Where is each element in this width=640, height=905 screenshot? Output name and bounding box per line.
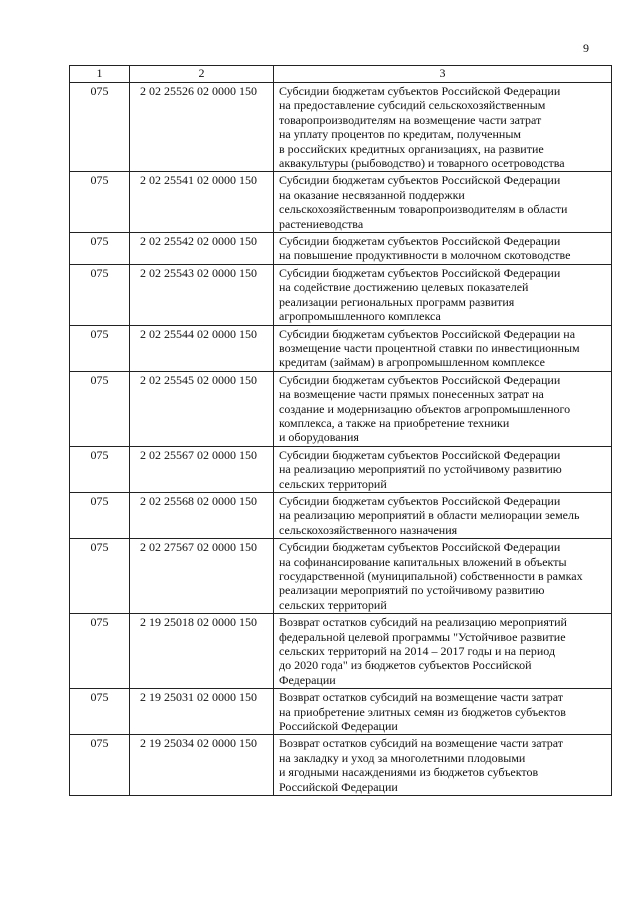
- revenue-description-cell: [274, 233, 612, 265]
- description-line: товаропроизводителям на возмещение части затрат: [279, 112, 542, 127]
- description-line: Субсидии бюджетам субъектов Российской Федерации: [279, 447, 561, 462]
- description-line: на приобретение элитных семян из бюджетов субъектов: [279, 704, 566, 719]
- description-line: реализации региональных программ развития: [279, 294, 515, 309]
- revenue-description-cell: [274, 264, 612, 325]
- table-row: [70, 689, 612, 735]
- revenue-description-cell: [274, 539, 612, 614]
- description-line: на софинансирование капитальных вложений в объекты: [279, 554, 567, 569]
- description-line: Федерации: [279, 672, 336, 687]
- budget-classification-code-cell: 2 02 25526 02 0000 150: [130, 83, 274, 172]
- admin-code-cell: 075: [70, 614, 130, 689]
- column-header-3: 3: [274, 66, 612, 83]
- description-line: Субсидии бюджетам субъектов Российской Федерации: [279, 234, 561, 249]
- description-line: и ягодными насаждениями из бюджетов субъектов: [279, 765, 539, 780]
- description-line: Субсидии бюджетам субъектов Российской Федерации: [279, 84, 561, 98]
- revenue-description-cell: [274, 446, 612, 492]
- admin-code-cell: 075: [70, 492, 130, 538]
- description-line: Российской Федерации: [279, 719, 398, 734]
- table-row: [70, 446, 612, 492]
- budget-codes-table: [69, 65, 612, 796]
- description-line: создание и модернизацию объектов агропромышленного: [279, 401, 571, 416]
- admin-code-cell: 075: [70, 446, 130, 492]
- budget-classification-code-cell: 2 02 25567 02 0000 150: [130, 446, 274, 492]
- description-line: сельскохозяйственного назначения: [279, 522, 458, 537]
- table-row: [70, 264, 612, 325]
- table-row: [70, 83, 612, 172]
- description-line: на предоставление субсидий сельскохозяйственным: [279, 98, 546, 113]
- table-row: [70, 614, 612, 689]
- admin-code-cell: 075: [70, 233, 130, 265]
- description-line: аквакультуры (рыбоводство) и товарного осетроводства: [279, 156, 565, 171]
- description-line: агропромышленного комплекса: [279, 309, 441, 324]
- budget-classification-code-cell: 2 02 25541 02 0000 150: [130, 172, 274, 233]
- description-line: федеральной целевой программы "Устойчивое развитие: [279, 629, 566, 644]
- description-line: растениеводства: [279, 216, 364, 231]
- revenue-description-cell: [274, 735, 612, 796]
- table-row: [70, 325, 612, 371]
- admin-code-cell: 075: [70, 539, 130, 614]
- revenue-description-cell: [274, 689, 612, 735]
- revenue-description-cell: [274, 492, 612, 538]
- description-line: Российской Федерации: [279, 779, 398, 794]
- description-line: сельских территорий: [279, 597, 387, 612]
- revenue-description-cell: [274, 614, 612, 689]
- budget-classification-code-cell: 2 02 25542 02 0000 150: [130, 233, 274, 265]
- budget-classification-code-cell: 2 19 25018 02 0000 150: [130, 614, 274, 689]
- budget-classification-code-cell: 2 19 25034 02 0000 150: [130, 735, 274, 796]
- column-header-1: 1: [70, 66, 130, 83]
- description-line: возмещение части процентной ставки по инвестиционным: [279, 340, 580, 355]
- description-line: Субсидии бюджетам субъектов Российской Федерации: [279, 372, 561, 387]
- table-header-row: [70, 66, 612, 83]
- budget-classification-code-cell: 2 19 25031 02 0000 150: [130, 689, 274, 735]
- admin-code-cell: 075: [70, 264, 130, 325]
- revenue-description-cell: [274, 172, 612, 233]
- description-line: кредитам (займам) в агропромышленном комплексе: [279, 355, 545, 370]
- budget-classification-code-cell: 2 02 25543 02 0000 150: [130, 264, 274, 325]
- description-line: на реализацию мероприятий по устойчивому развитию: [279, 462, 562, 477]
- description-line: Субсидии бюджетам субъектов Российской Федерации: [279, 493, 561, 508]
- description-line: Возврат остатков субсидий на реализацию мероприятий: [279, 615, 567, 630]
- description-line: на содействие достижению целевых показателей: [279, 280, 529, 295]
- admin-code-cell: 075: [70, 325, 130, 371]
- table-row: [70, 735, 612, 796]
- admin-code-cell: 075: [70, 735, 130, 796]
- description-line: Субсидии бюджетам субъектов Российской Федерации: [279, 173, 561, 188]
- description-line: на закладку и уход за многолетними плодовыми: [279, 750, 526, 765]
- description-line: до 2020 года" из бюджетов субъектов Российской: [279, 658, 532, 673]
- admin-code-cell: 075: [70, 371, 130, 446]
- admin-code-cell: 075: [70, 172, 130, 233]
- budget-classification-code-cell: 2 02 25545 02 0000 150: [130, 371, 274, 446]
- table-body: [70, 83, 612, 796]
- description-line: Субсидии бюджетам субъектов Российской Федерации на: [279, 326, 576, 341]
- description-line: Субсидии бюджетам субъектов Российской Федерации: [279, 265, 561, 280]
- table-row: [70, 539, 612, 614]
- table-header: [70, 66, 612, 83]
- budget-classification-code-cell: 2 02 27567 02 0000 150: [130, 539, 274, 614]
- page-number: 9: [583, 41, 589, 55]
- table-row: [70, 371, 612, 446]
- description-line: Возврат остатков субсидий на возмещение части затрат: [279, 736, 563, 751]
- description-line: реализации мероприятий по устойчивому развитию: [279, 583, 545, 598]
- description-line: на уплату процентов по кредитам, полученным: [279, 127, 521, 142]
- description-line: на повышение продуктивности в молочном скотоводстве: [279, 248, 571, 263]
- revenue-description-cell: [274, 371, 612, 446]
- table-row: [70, 172, 612, 233]
- description-line: Возврат остатков субсидий на возмещение части затрат: [279, 690, 563, 705]
- column-header-2: 2: [130, 66, 274, 83]
- description-line: комплекса, а также на приобретение техники: [279, 415, 510, 430]
- description-line: сельских территорий: [279, 476, 387, 491]
- admin-code-cell: 075: [70, 689, 130, 735]
- description-line: Субсидии бюджетам субъектов Российской Федерации: [279, 540, 561, 555]
- revenue-description-cell: [274, 325, 612, 371]
- description-line: государственной (муниципальной) собственности в рамках: [279, 569, 583, 583]
- budget-classification-code-cell: 2 02 25568 02 0000 150: [130, 492, 274, 538]
- description-line: на оказание несвязанной поддержки: [279, 187, 465, 202]
- budget-classification-code-cell: 2 02 25544 02 0000 150: [130, 325, 274, 371]
- description-line: на реализацию мероприятий в области мелиорации земель: [279, 508, 580, 523]
- description-line: и оборудования: [279, 430, 359, 445]
- table-row: [70, 492, 612, 538]
- revenue-description-cell: [274, 83, 612, 172]
- admin-code-cell: 075: [70, 83, 130, 172]
- table-row: [70, 233, 612, 265]
- description-line: в российских кредитных организациях, на развитие: [279, 141, 544, 156]
- description-line: сельских территорий на 2014 – 2017 годы и на период: [279, 644, 556, 659]
- description-line: на возмещение части прямых понесенных затрат на: [279, 387, 544, 402]
- description-line: сельскохозяйственным товаропроизводителям в области: [279, 202, 568, 217]
